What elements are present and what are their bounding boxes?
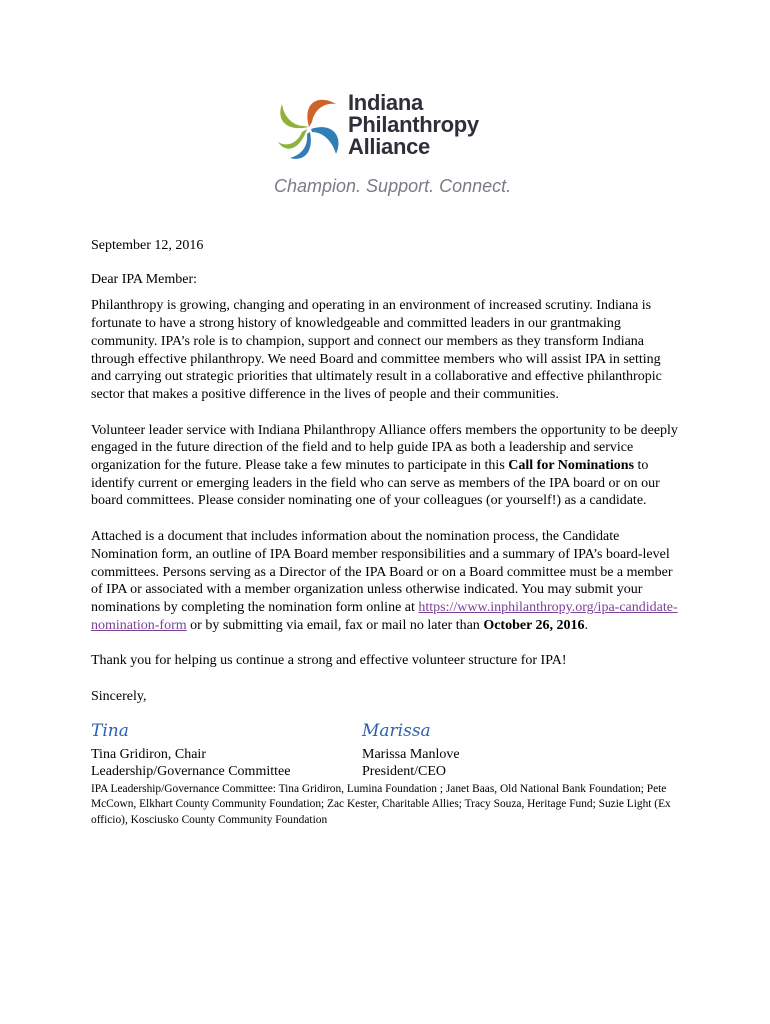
signature-script-tina: Tina: [91, 720, 129, 741]
ipa-swirl-icon: [274, 92, 344, 162]
letter-body: [91, 237, 681, 828]
logo-wordmark: [348, 92, 504, 158]
committee-footer: IPA Leadership/Governance Committee: Tina Gridiron, Lumina Foundation ; Janet Baas, Old National Bank Foundation; Pete McCown, Elkhart County Community Foundation; Zac Kester, Charitable Allies; Tracy Souza, Heritage Fund; Suzie Light (Ex officio), Kosciusko County Community Foundation: [91, 782, 671, 826]
signature-chair: [91, 720, 351, 781]
swirl-green-2: [278, 129, 307, 149]
nomination-form-link[interactable]: https://www.inphilanthropy.org/ipa-candidate-nomination-form: [91, 599, 678, 633]
swirl-orange: [307, 100, 336, 127]
ipa-logo: [274, 90, 512, 198]
swirl-blue: [311, 127, 338, 154]
paragraph-4: Thank you for helping us continue a strong and effective volunteer structure for IPA!: [91, 653, 567, 669]
letter-greeting: Dear IPA Member:: [91, 271, 198, 287]
paragraph-1: Philanthropy is growing, changing and operating in an environment of increased scrutiny. Indiana is fortunate to have a strong history of knowledgeable and committed leaders in our grantmaking community. IPA’s role is to champion, support and connect our members as they transform Indiana through effective philanthropy. We need Board and committee members who will assist IPA in setting and carrying out strategic priorities that ultimately result in a collaborative and effective philanthropic sector that makes a positive difference in the lives of people and their communities.: [91, 298, 662, 402]
signer-name-ceo: Marissa Manlove: [362, 746, 460, 762]
logo-line-1: Indiana: [348, 90, 423, 115]
logo-line-2: Philanthropy: [348, 112, 479, 137]
p3-text-1: Attached is a document that includes information about the nomination process, the Candidate Nomination form, an outline of IPA Board member responsibilities and a summary of IPA’s board-level committees. Persons serving as a Director of the IPA Board or on a Board committee must be a member of IPA or associated with a member organization unless otherwise indicated. You may submit your nominations by completing the nomination form online at: [91, 529, 673, 615]
paragraph-2: [91, 422, 681, 511]
paragraph-3: [91, 528, 681, 634]
signer-title-chair: Leadership/Governance Committee: [91, 764, 291, 780]
p2-text-1: Volunteer leader service with Indiana Philanthropy Alliance offers members the opportunity to be deeply engaged in the future direction of the field and to help guide IPA as both a leadership and service organization for the future. Please take a few minutes to participate in this: [91, 422, 678, 474]
deadline-bold: October 26, 2016: [483, 617, 585, 633]
signature-block: [91, 720, 681, 782]
p3-text-2: or by submitting via email, fax or mail no later than: [186, 617, 484, 633]
call-for-nominations-bold: Call for Nominations: [508, 458, 635, 474]
signature-ceo: [362, 720, 622, 781]
logo-line-3: Alliance: [348, 134, 430, 159]
signature-script-marissa: Marissa: [362, 720, 431, 741]
logo-tagline: Champion. Support. Connect.: [274, 176, 512, 196]
signer-name-chair: Tina Gridiron, Chair: [91, 746, 206, 762]
letter-date: September 12, 2016: [91, 238, 204, 253]
p3-text-3: .: [584, 617, 589, 633]
swirl-green: [280, 104, 309, 128]
signer-title-ceo: President/CEO: [362, 764, 446, 780]
p2-text-2: to identify current or emerging leaders in the field who can serve as members of the IPA board or on our board committees. Please consider nominating one of your colleagues (or yourself!) as a candidate.: [91, 458, 660, 509]
letter-closing: Sincerely,: [91, 689, 147, 705]
